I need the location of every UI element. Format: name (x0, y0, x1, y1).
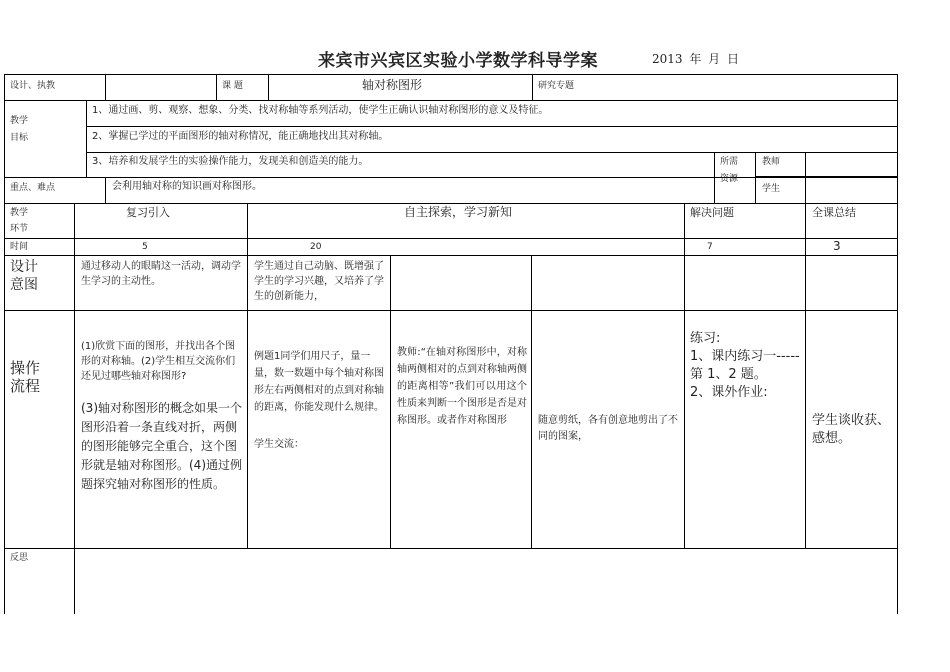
intent-label-line1: 设计 (10, 259, 38, 275)
grid-line (805, 203, 806, 548)
grid-line (74, 203, 75, 614)
grid-line (105, 177, 106, 203)
grid-line (531, 255, 532, 548)
grid-line (755, 176, 898, 177)
page-title: 来宾市兴宾区实验小学数学科导学案 (318, 51, 598, 71)
process-summary: 学生谈收获、感想。 (812, 413, 891, 446)
grid-line (4, 548, 898, 549)
goal-item: 2、掌握已学过的平面图形的轴对称情况，能正确地找出其对称轴。 (92, 131, 389, 142)
process-label-line1: 操作 (10, 359, 41, 377)
grid-line (4, 255, 898, 256)
grid-line (4, 310, 898, 311)
grid-line (247, 203, 248, 548)
grid-line (4, 74, 898, 75)
intent-explore: 学生通过自己动脑、既增强了学生的学习兴趣，又培养了学生的创新能力， (254, 261, 384, 302)
grid-line (4, 74, 5, 614)
process-explore-teacher: 教师:“在轴对称图形中，对称轴两侧相对的点到对称轴两侧的距离相等”我们可以用这个性质来判断一个图形是否是对称图形。或者作对称图形 (397, 347, 527, 426)
grid-line (105, 74, 106, 100)
goal-item: 3、培养和发展学生的实验操作能力，发现美和创造美的能力。 (92, 156, 369, 167)
grid-line (216, 74, 217, 100)
grid-line (390, 255, 391, 548)
stages-label-line2: 环节 (10, 224, 29, 234)
research-label: 研究专题 (538, 81, 575, 91)
resource-teacher-label: 教师 (762, 157, 781, 167)
grid-line (86, 152, 898, 153)
topic-label: 课 题 (222, 81, 243, 91)
process-review-part1: (1)欣赏下面的图形，并找出各个图形的对称轴。(2)学生相互交流你们还见过哪些轴对称图形? (81, 341, 236, 382)
process-solve-item2: 2、课外作业: (690, 385, 768, 400)
resources-label-line1: 所需 (720, 157, 739, 167)
stage-review: 复习引入 (126, 206, 170, 219)
process-explore-exchange: 学生交流： (254, 439, 304, 450)
grid-line (684, 203, 685, 548)
resource-student-label: 学生 (762, 184, 781, 194)
stage-solve: 解决问题 (690, 206, 734, 219)
goals-label-line2: 目标 (10, 133, 29, 143)
intent-review: 通过移动人的眼睛这一活动，调动学生学习的主动性。 (81, 261, 241, 287)
time-summary: 3 (833, 239, 841, 253)
grid-line (897, 74, 898, 614)
process-label-line2: 流程 (10, 377, 41, 395)
grid-line (4, 100, 898, 101)
grid-line (755, 152, 756, 203)
grid-line (86, 126, 898, 127)
key-points-value: 会利用轴对称的知识画对称图形。 (112, 181, 262, 192)
process-solve-item1: 1、课内练习一-----第 1、2 题。 (690, 349, 800, 382)
grid-line (4, 238, 898, 239)
stage-explore: 自主探索，学习新知 (404, 205, 513, 219)
topic-value: 轴对称图形 (362, 78, 423, 92)
goals-label-line1: 教学 (10, 116, 29, 126)
process-explore-example: 例题1同学们用尺子，量一量，数一数题中每个轴对称图形左右两侧相对的点到对称轴的距离，你能发现什么规律。 (254, 351, 384, 413)
time-explore: 20 (310, 242, 322, 252)
grid-line (714, 152, 715, 203)
grid-line (86, 100, 87, 178)
page-date: 2013 年 月 日 (652, 52, 739, 66)
key-points-label: 重点、难点 (10, 183, 56, 193)
stage-summary: 全课总结 (812, 206, 856, 219)
reflection-label: 反思 (10, 553, 29, 563)
goal-item: 1、通过画、剪、观察、想象、分类、找对称轴等系列活动，使学生正确认识轴对称图形的意义及特征。 (92, 105, 549, 116)
grid-line (532, 74, 533, 100)
process-solve-exercise-label: 练习: (690, 331, 721, 346)
grid-line (4, 203, 898, 204)
grid-line (4, 177, 898, 178)
intent-label-line2: 意图 (10, 277, 38, 293)
time-solve: 7 (707, 242, 713, 252)
time-review: 5 (142, 242, 148, 252)
stages-label-line1: 教学 (10, 208, 29, 218)
process-review-part2: (3)轴对称图形的概念如果一个图形沿着一条直线对折，两侧的图形能够完全重合，这个图形就是轴对称图形。(4)通过例题探究轴对称图形的性质。 (81, 401, 242, 491)
grid-line (805, 152, 806, 203)
process-explore-paper-cutting: 随意剪纸，各有创意地剪出了不同的图案， (538, 415, 678, 442)
grid-line (268, 74, 269, 100)
design-label: 设计、执教 (10, 81, 56, 91)
time-label: 时间 (10, 242, 29, 252)
resources-label-line2: 资源 (720, 174, 739, 184)
